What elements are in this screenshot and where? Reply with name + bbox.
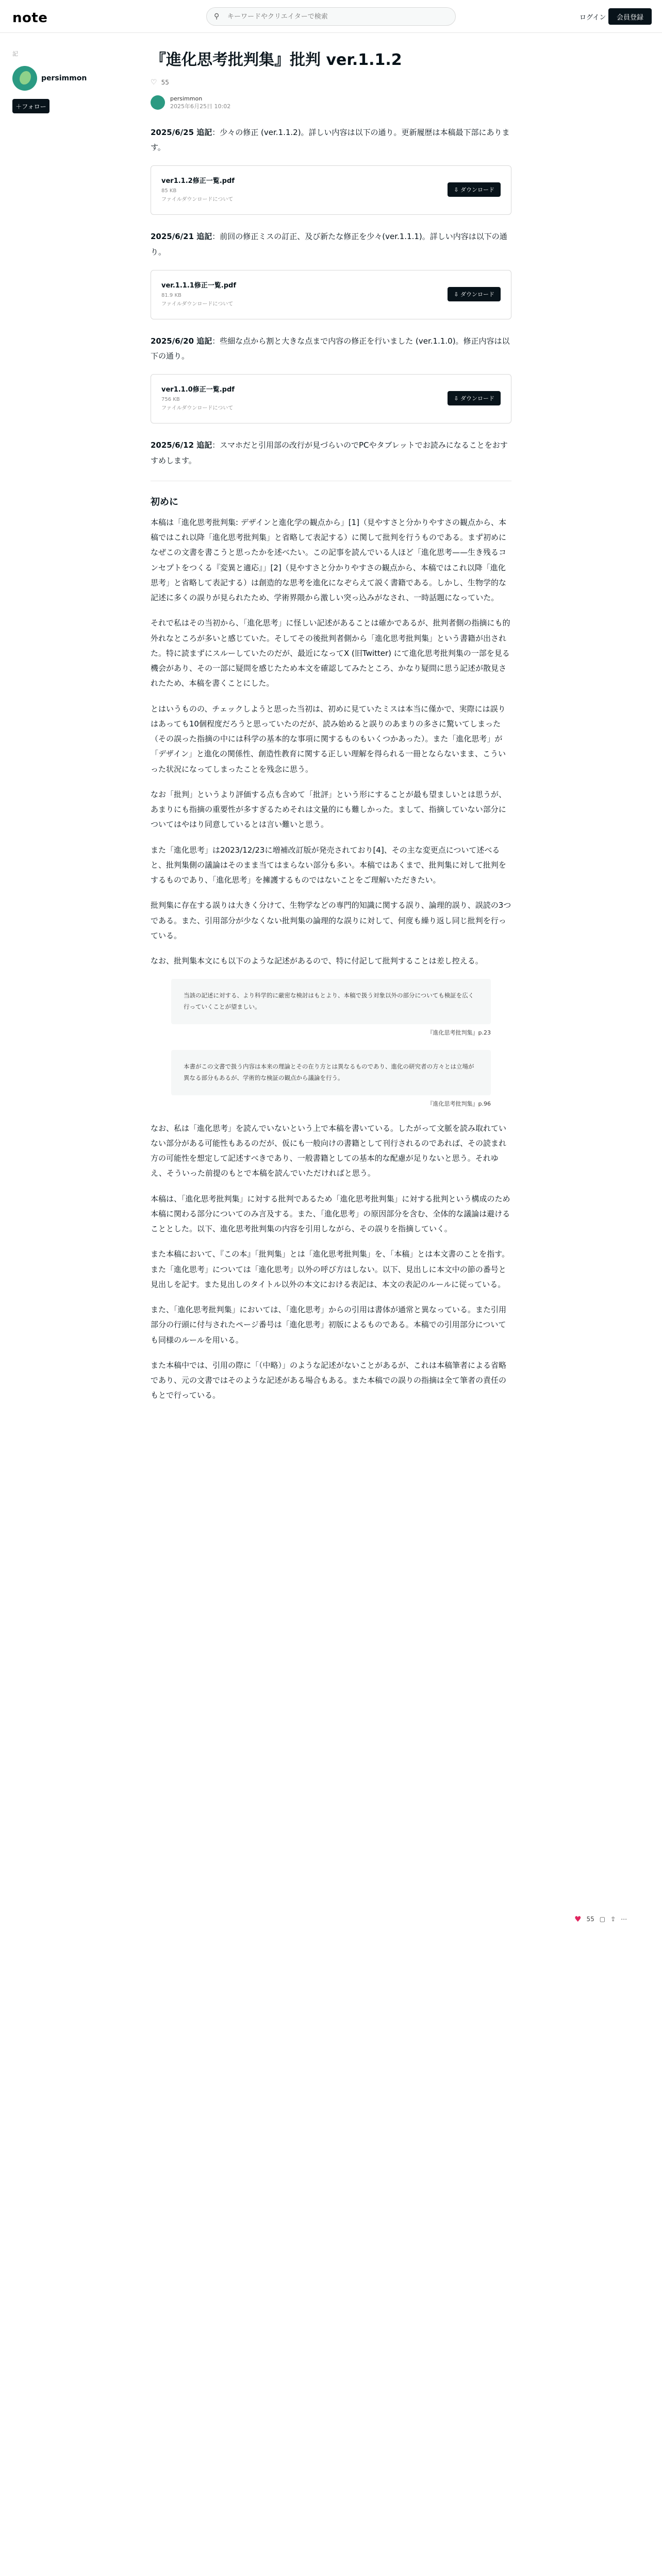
search-input[interactable] (227, 13, 444, 21)
note-logo[interactable]: note (12, 10, 48, 26)
file-name: ver1.1.2修正一覧.pdf (161, 177, 235, 185)
section-heading: 初めに (151, 496, 178, 507)
login-button[interactable]: ログイン (572, 8, 613, 25)
article-main (151, 49, 511, 1414)
byline-avatar[interactable] (151, 95, 165, 110)
quote-text: 当該の記述に対する、より科学的に厳密な検討はもとより、本稿で扱う対象以外の部分についても検証を広く行っていくことが望ましい。 (184, 992, 474, 1011)
like-count: 55 (161, 79, 169, 86)
article-title: 『進化思考批判集』批判 ver.1.1.2 (151, 51, 402, 69)
paragraph: また本稿中では、引用の際に「（中略）」のような記述がないことがあるが、これは本稿筆者による省略であり、元の文書ではそのような記述がある場合もある。また本稿での誤りの指摘は全て筆者の責任のもとで行っている。 (151, 1360, 507, 1400)
paragraph: とはいうものの、チェックしようと思った当初は、初めに見ていたミスは本当に僅かで、実際には誤りはあっても10個程度だろうと思っていたのだが、読み始めると誤りのあまりの多さに驚いてしまった（その誤った指摘の中には科学の基本的な事項に関するものもいくつかあった）。また「進化思考」が「デザイン」と進化の関係性、創造性教育に関する正しい理解を得られる一冊とならないまま、こういった状況になってしまったことを残念に思う。 (151, 704, 506, 774)
follow-label: フォロー (22, 103, 46, 110)
more-icon[interactable]: ⋯ (621, 1916, 627, 1923)
global-header (0, 0, 662, 33)
download-button[interactable]: ⇩ ダウンロード (448, 391, 501, 405)
byline-date: 2025年6月25日 10:02 (170, 103, 231, 110)
heart-icon[interactable]: ♥ (574, 1914, 582, 1924)
paragraph: それで私はその当初から、「進化思考」に怪しい記述があることは確かであるが、批判者側の指摘にも的外れなところが多いと感じていた。そしてその後批判者側から「進化思考批判集」という書籍が出された。特に読まずにスルーしていたのだが、最近になってX (旧Twitter) にて進化思考批判集の一部を見る機会があり、その一部に疑問を感じたため本文を確認してみたところ、かなり疑問に思う記述が散見されたため、本稿を書くことにした。 (151, 618, 510, 688)
paragraph: なお、批判集本文にも以下のような記述があるので、特に付記して批判することは差し控える。 (151, 956, 483, 966)
download-button[interactable]: ⇩ ダウンロード (448, 182, 501, 197)
paragraph: 批判集に存在する誤りは大きく分けて、生物学などの専門的知識に関する誤り、論理的誤り、誤読の3つである。また、引用部分が少なくない批判集の論理的な誤りに対して、何度も繰り返し同じ批判を行っている。 (151, 901, 511, 940)
file-note-link[interactable]: ファイルダウンロードについて (161, 405, 234, 412)
file-attachment (151, 374, 511, 423)
file-note-link[interactable]: ファイルダウンロードについて (161, 301, 234, 307)
paragraph: また、「進化思考批判集」においては、「進化思考」からの引用は書体が通常と異なっている。また引用部分の行頭に付与されたページ番号は「進化思考」初版によるものである。本稿での引用部分についても同様のルールを用いる。 (151, 1305, 507, 1345)
block-quote (171, 1050, 491, 1095)
paragraph: また「進化思考」は2023/12/23に増補改訂版が発売されており[4]、その主な変更点について述べると、批判集側の議論はそのまま当てはまらない部分も多い。本稿ではあくまで、批判集に対して批判をするものであり、「進化思考」を擁護するものではないことをご理解いただきたい。 (151, 845, 506, 885)
author-name[interactable]: persimmon (41, 74, 87, 82)
signup-button[interactable]: 会員登録 (608, 8, 652, 25)
heart-icon[interactable]: ♡ (151, 78, 157, 87)
update-note-3: 2025/6/20 追記：些細な点から割と大きな点まで内容の修正を行いました (ver.1.1.0)。修正内容は以下の通り。 (151, 336, 510, 361)
paragraph: 本稿は「進化思考批判集: デザインと進化学の観点から」[1]（見やすさと分かりやすさの観点から、本稿ではこれ以降「進化思考批判集」と省略して表記する）に関して批判を行うものである。まず初めになぜこの文書を書こうと思ったかを述べたい。この記事を読んでいる人ほど「進化思考——生き残るコンセプトをつくる『変異と適応』」[2]（見やすさと分かりやすさの観点から、本稿ではこれ以降「進化思考」と省略して表記する）は創造的な思考を進化になぞらえて説く書籍である。しかし、生物学的な記述に多くの誤りが見られたため、学術界隈から激しい突っ込みがなされ、一時話題になっていた。 (151, 517, 507, 603)
file-size: 756 KB (161, 397, 180, 403)
follow-button[interactable]: ＋フォロー (12, 99, 49, 113)
search-bar[interactable] (206, 7, 456, 26)
paragraph: 本稿は、「進化思考批判集」に対する批判であるため「進化思考批判集」に対する批判という構成のため本稿に関わる部分についてのみ言及する。また、「進化思考」の原因部分を含む、全体的な議論は避けることとした。以下、進化思考批判集の内容を引用しながら、その誤りを指摘していく。 (151, 1194, 510, 1234)
file-note-link[interactable]: ファイルダウンロードについて (161, 197, 234, 203)
file-attachment (151, 270, 511, 319)
comment-icon[interactable]: ▢ (599, 1916, 606, 1923)
quote-citation: 『進化思考批判集』p.23 (427, 1029, 491, 1036)
file-name: ver1.1.0修正一覧.pdf (161, 386, 235, 394)
byline (151, 95, 511, 111)
likes-row (151, 78, 511, 87)
download-button[interactable]: ⇩ ダウンロード (448, 287, 501, 301)
update-note-1: 2025/6/25 追記：少々の修正 (ver.1.1.2)。詳しい内容は以下の通り。更新履歴は本稿最下部にあります。 (151, 127, 510, 152)
quote-citation: 『進化思考批判集』p.96 (427, 1100, 491, 1107)
paragraph: なお、私は「進化思考」を読んでいないという上で本稿を書いている。したがって文脈を読み取れていない部分がある可能性もあるのだが、仮にも一般向けの書籍として刊行されるのであれば、その読まれ方の可能性を想定して記述すべきであり、一般書籍としての基本的な配慮が足りないと思う。それゆえ、そういった前提のもとで本稿を読んでいただければと思う。 (151, 1123, 507, 1178)
block-quote (171, 979, 491, 1024)
file-size: 85 KB (161, 188, 177, 194)
share-icon[interactable]: ⇪ (610, 1916, 616, 1923)
byline-author[interactable]: persimmon (170, 95, 203, 102)
author-avatar[interactable] (12, 66, 37, 91)
paragraph: また本稿において、『この本』「批判集」とは「進化思考批判集」を、「本稿」とは本文書のことを指す。また「進化思考」については「進化思考」以外の呼び方はしない。以下、見出しに本文中の節の番号と見出しを記す。また見出しのタイトル以外の本文における表記は、本文の表記のルールに従っている。 (151, 1249, 510, 1289)
leaf-icon (20, 71, 31, 84)
search-icon: ⚲ (214, 12, 220, 21)
paragraph: なお「批判」というより評価する点も含めて「批評」という形にすることが最も望ましいとは思うが、あまりにも指摘の重要性が多すぎるためそれは文量的にも難しかった。まして、指摘していない部分についてはやはり同意しているとは言い難いと思う。 (151, 789, 507, 829)
floating-actions (574, 1914, 627, 1924)
sidebar-meta: 記 (12, 50, 18, 57)
update-note-4: 2025/6/12 追記：スマホだと引用部の改行が見づらいのでPCやタブレットでお読みになることをおすすめします。 (151, 440, 508, 465)
floating-like-count: 55 (586, 1916, 594, 1923)
update-note-2: 2025/6/21 追記：前回の修正ミスの訂正、及び新たな修正を少々(ver.1.1.1)。詳しい内容は以下の通り。 (151, 232, 507, 257)
quote-text: 本書がこの文書で扱う内容は本来の理論とその在り方とは異なるものであり、進化の研究者の方々とは立場が異なる部分もあるが、学術的な検証の観点から議論を行う。 (184, 1062, 474, 1081)
file-name: ver.1.1.1修正一覧.pdf (161, 281, 237, 290)
file-size: 81.9 KB (161, 292, 181, 298)
file-attachment (151, 165, 511, 215)
